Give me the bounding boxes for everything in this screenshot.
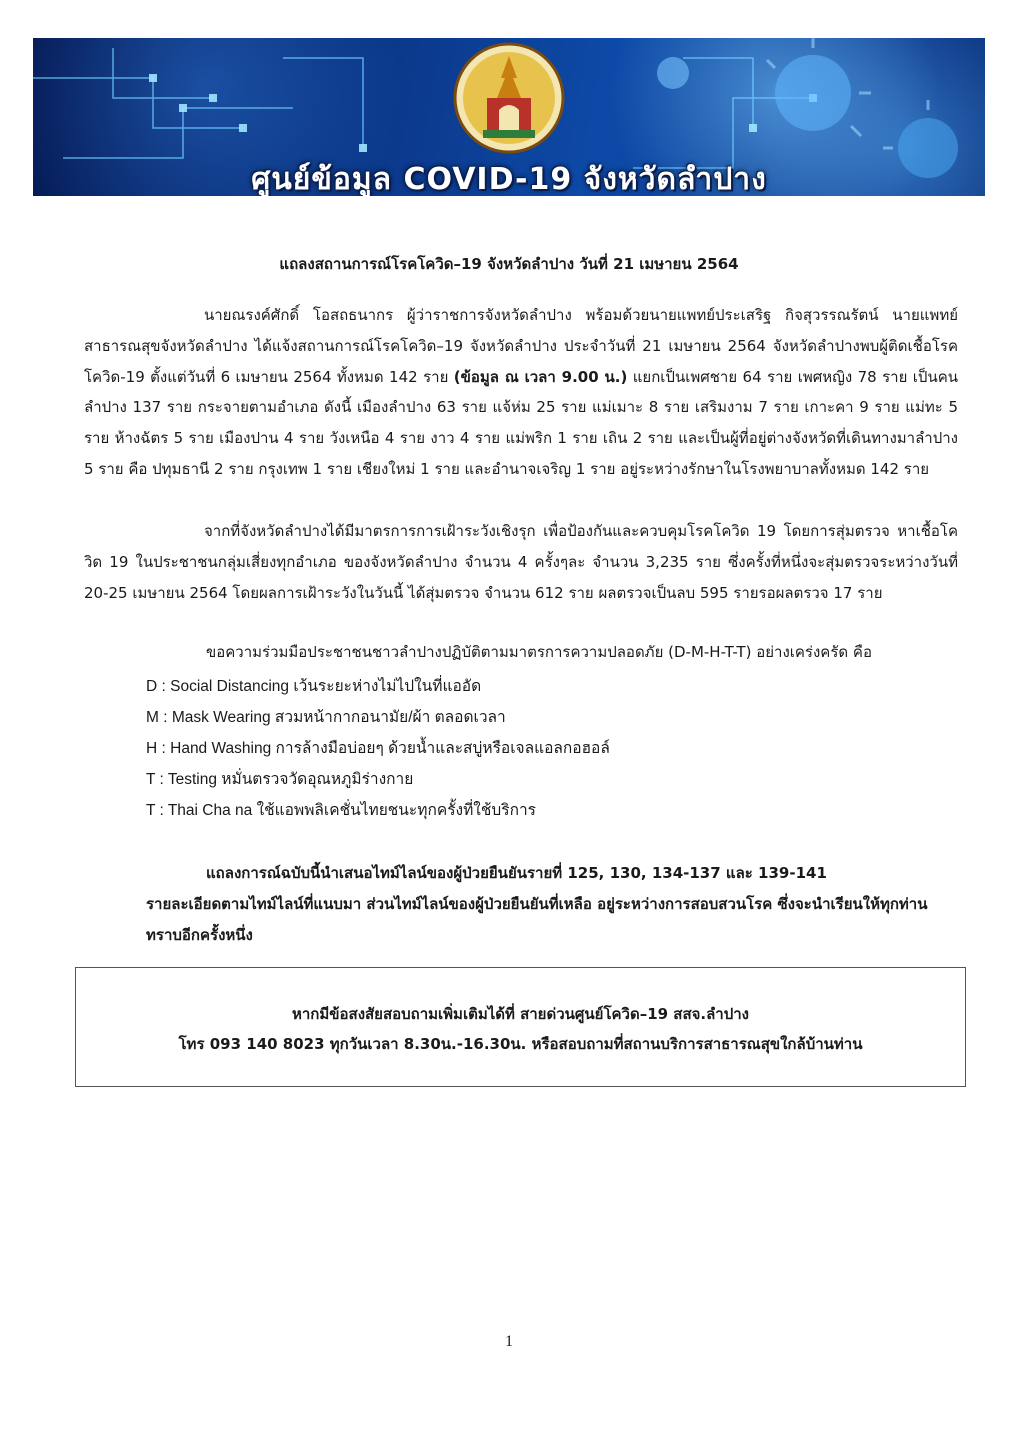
situation-text-a: นายณรงค์ศักดิ์ โอสถธนากร ผู้ว่าราชการจังหวัดลำปาง พร้อมด้วยนายแพทย์ประเสริฐ กิจสุวรรณรัตน์ นายแพทย์สาธารณสุขจังหวัดลำปาง ได้แจ้งสถานการณ์โรคโควิด–19 จังหวัดลำปาง ประจำวันที่ 21 เมษายน 2564 จังหวัดลำปางพบผู้ติดเชื้อโรคโควิด-19 ตั้งแต่วันที่ 6 เมษายน 2564 ทั้งหมด 142 ราย bbox=[84, 306, 958, 386]
timeline-note-rest: รายละเอียดตามไทม์ไลน์ที่แนบมา ส่วนไทม์ไลน์ของผู้ป่วยยืนยันที่เหลือ อยู่ระหว่างการสอบสวนโรค ซึ่งจะนำเรียนให้ทุกท่านทราบอีกครั้งหนึ่ง bbox=[146, 895, 928, 944]
banner-title: ศูนย์ข้อมูล COVID-19 จังหวัดลำปาง bbox=[251, 162, 767, 196]
dmhtt-measures-list bbox=[146, 671, 610, 826]
timeline-note bbox=[146, 858, 958, 951]
measure-item: T : Thai Cha na ใช้แอพพลิเคชั่นไทยชนะทุกครั้งที่ใช้บริการ bbox=[146, 802, 536, 819]
cooperation-request: ขอความร่วมมือประชาชนชาวลำปางปฏิบัติตามมาตรการความปลอดภัย (D-M-H-T-T) อย่างเคร่งครัด คือ bbox=[206, 643, 872, 661]
data-time-note: (ข้อมูล ณ เวลา 9.00 น.) bbox=[453, 367, 628, 386]
header-banner bbox=[33, 38, 985, 196]
contact-phone-hours: โทร 093 140 8023 ทุกวันเวลา 8.30น.-16.30น. หรือสอบถามที่สถานบริการสาธารณสุขใกล้บ้านท่าน bbox=[178, 1035, 863, 1053]
lampang-province-seal-icon bbox=[453, 42, 565, 154]
situation-text-b: แยกเป็นเพศชาย 64 ราย เพศหญิง 78 ราย เป็นคนลำปาง 137 ราย กระจายตามอำเภอ ดังนี้ เมืองลำปาง 63 ราย แจ้ห่ม 25 ราย แม่เมาะ 8 ราย เสริมงาม 7 ราย เกาะคา 9 ราย แม่ทะ 5 ราย ห้างฉัตร 5 ราย เมืองปาน 4 ราย วังเหนือ 4 ราย งาว 4 ราย แม่พริก 1 ราย เถิน 2 ราย และเป็นผู้ที่อยู่ต่างจังหวัดที่เดินทางมาลำปาง 5 ราย คือ ปทุมธานี 2 ราย กรุงเทพ 1 ราย เชียงใหม่ 1 ราย และอำนาจเจริญ 1 ราย อยู่ระหว่างรักษาในโรงพยาบาลทั้งหมด 142 ราย bbox=[84, 367, 958, 478]
contact-box bbox=[75, 967, 966, 1087]
timeline-note-line1: แถลงการณ์ฉบับนี้นำเสนอไทม์ไลน์ของผู้ป่วยยืนยันรายที่ 125, 130, 134-137 และ 139-141 bbox=[206, 864, 827, 882]
page-number: 1 bbox=[505, 1333, 513, 1350]
measure-item: H : Hand Washing การล้างมือบ่อยๆ ด้วยน้ำและสบู่หรือเจลแอลกอฮอล์ bbox=[146, 740, 610, 757]
surveillance-paragraph bbox=[84, 516, 958, 608]
measure-item: M : Mask Wearing สวมหน้ากากอนามัย/ผ้า ตลอดเวลา bbox=[146, 709, 506, 726]
contact-hotline: หากมีข้อสงสัยสอบถามเพิ่มเติมได้ที่ สายด่วนศูนย์โควิด–19 สสจ.ลำปาง bbox=[292, 1005, 749, 1023]
measure-item: D : Social Distancing เว้นระยะห่างไม่ไปในที่แออัด bbox=[146, 678, 482, 695]
measure-item: T : Testing หมั่นตรวจวัดอุณหภูมิร่างกาย bbox=[146, 771, 414, 788]
situation-paragraph bbox=[84, 300, 958, 485]
document-title: แถลงสถานการณ์โรคโควิด–19 จังหวัดลำปาง วันที่ 21 เมษายน 2564 bbox=[279, 255, 739, 273]
surveillance-text: จากที่จังหวัดลำปางได้มีมาตรการการเฝ้าระวังเชิงรุก เพื่อป้องกันและควบคุมโรคโควิด 19 โดยการสุ่มตรวจ หาเชื้อโควิด 19 ในประชาชนกลุ่มเสี่ยงทุกอำเภอ ของจังหวัดลำปาง จำนวน 4 ครั้งๆละ จำนวน 3,235 ราย ซึ่งครั้งที่หนึ่งจะสุ่มตรวจระหว่างวันที่ 20-25 เมษายน 2564 โดยผลการเฝ้าระวังในวันนี้ ได้สุ่มตรวจ จำนวน 612 ราย ผลตรวจเป็นลบ 595 รายรอผลตรวจ 17 ราย bbox=[84, 522, 958, 602]
